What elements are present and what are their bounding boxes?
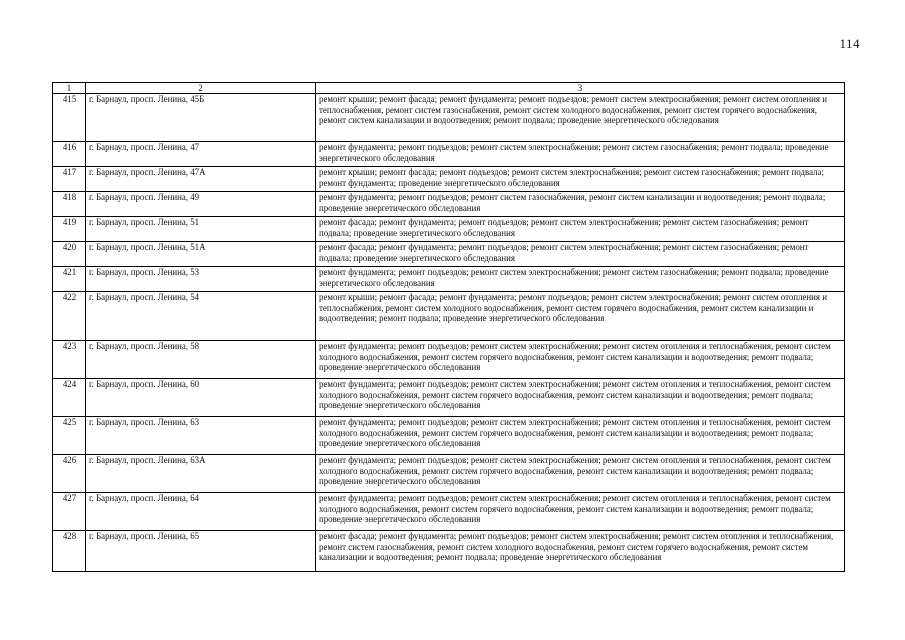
row-address: г. Барнаул, просп. Ленина, 45Б bbox=[86, 94, 316, 142]
row-works: ремонт фундамента; ремонт подъездов; ремонт систем электроснабжения; ремонт систем газоснабжения; ремонт подвала; проведение энергетического обследования bbox=[316, 142, 845, 167]
row-address: г. Барнаул, просп. Ленина, 64 bbox=[86, 493, 316, 531]
row-works: ремонт фундамента; ремонт подъездов; ремонт систем газоснабжения, ремонт систем канализации и водоотведения; ремонт подвала; проведение энергетического обследования bbox=[316, 192, 845, 217]
row-works: ремонт фундамента; ремонт подъездов; ремонт систем электроснабжения; ремонт систем отопления и теплоснабжения, ремонт систем холодного водоснабжения, ремонт систем горячего водоснабжения, ремонт систем канализации и водоотведения; ремонт подвала; проведение энергетического обследования bbox=[316, 341, 845, 379]
row-works: ремонт фундамента; ремонт подъездов; ремонт систем электроснабжения; ремонт систем отопления и теплоснабжения, ремонт систем холодного водоснабжения, ремонт систем горячего водоснабжения, ремонт систем канализации и водоотведения; ремонт подвала; проведение энергетического обследования bbox=[316, 493, 845, 531]
row-address: г. Барнаул, просп. Ленина, 51А bbox=[86, 242, 316, 267]
header-col-3: 3 bbox=[316, 83, 845, 94]
table-row bbox=[53, 267, 845, 292]
row-number: 419 bbox=[53, 217, 86, 242]
row-works: ремонт фасада; ремонт фундамента; ремонт подъездов; ремонт систем электроснабжения; ремонт систем отопления и теплоснабжения, ремонт систем газоснабжения, ремонт систем холодного водоснабжения, ремонт систем горячего водоснабжения, ремонт систем канализации и водоотведения; ремонт подвала; проведение энергетического обследования bbox=[316, 531, 845, 572]
row-works: ремонт фасада; ремонт фундамента; ремонт подъездов; ремонт систем электроснабжения; ремонт систем газоснабжения; ремонт подвала; проведение энергетического обследования bbox=[316, 242, 845, 267]
row-number: 424 bbox=[53, 379, 86, 417]
row-number: 416 bbox=[53, 142, 86, 167]
table-header bbox=[53, 83, 845, 94]
page-number: 114 bbox=[839, 36, 860, 51]
table-row bbox=[53, 217, 845, 242]
table-row bbox=[53, 192, 845, 217]
table-row bbox=[53, 292, 845, 341]
row-address: г. Барнаул, просп. Ленина, 63 bbox=[86, 417, 316, 455]
table-row bbox=[53, 455, 845, 493]
row-number: 422 bbox=[53, 292, 86, 341]
table-row bbox=[53, 531, 845, 572]
row-works: ремонт крыши; ремонт фасада; ремонт подъездов; ремонт систем электроснабжения; ремонт систем газоснабжения; ремонт подвала; ремонт фундамента; проведение энергетического обследования bbox=[316, 167, 845, 192]
row-works: ремонт фундамента; ремонт подъездов; ремонт систем электроснабжения; ремонт систем отопления и теплоснабжения, ремонт систем холодного водоснабжения, ремонт систем горячего водоснабжения, ремонт систем канализации и водоотведения; ремонт подвала; проведение энергетического обследования bbox=[316, 379, 845, 417]
row-address: г. Барнаул, просп. Ленина, 63А bbox=[86, 455, 316, 493]
row-works: ремонт фундамента; ремонт подъездов; ремонт систем электроснабжения; ремонт систем отопления и теплоснабжения, ремонт систем холодного водоснабжения, ремонт систем горячего водоснабжения, ремонт систем канализации и водоотведения; ремонт подвала; проведение энергетического обследования bbox=[316, 455, 845, 493]
row-number: 415 bbox=[53, 94, 86, 142]
table-row bbox=[53, 493, 845, 531]
row-address: г. Барнаул, просп. Ленина, 47А bbox=[86, 167, 316, 192]
row-number: 420 bbox=[53, 242, 86, 267]
row-number: 426 bbox=[53, 455, 86, 493]
table-row bbox=[53, 167, 845, 192]
table-row bbox=[53, 379, 845, 417]
table-body bbox=[53, 94, 845, 572]
row-number: 427 bbox=[53, 493, 86, 531]
row-works: ремонт крыши; ремонт фасада; ремонт фундамента; ремонт подъездов; ремонт систем электроснабжения; ремонт систем отопления и теплоснабжения, ремонт систем холодного водоснабжения, ремонт систем горячего водоснабжения, ремонт систем канализации и водоотведения; ремонт подвала; проведение энергетического обследования bbox=[316, 292, 845, 341]
row-works: ремонт фундамента; ремонт подъездов; ремонт систем электроснабжения; ремонт систем отопления и теплоснабжения, ремонт систем холодного водоснабжения, ремонт систем горячего водоснабжения, ремонт систем канализации и водоотведения; ремонт подвала; проведение энергетического обследования bbox=[316, 417, 845, 455]
row-address: г. Барнаул, просп. Ленина, 49 bbox=[86, 192, 316, 217]
row-address: г. Барнаул, просп. Ленина, 47 bbox=[86, 142, 316, 167]
row-address: г. Барнаул, просп. Ленина, 65 bbox=[86, 531, 316, 572]
row-number: 423 bbox=[53, 341, 86, 379]
row-number: 417 bbox=[53, 167, 86, 192]
table-row bbox=[53, 142, 845, 167]
table-row bbox=[53, 242, 845, 267]
table-row bbox=[53, 341, 845, 379]
row-address: г. Барнаул, просп. Ленина, 60 bbox=[86, 379, 316, 417]
header-col-2: 2 bbox=[86, 83, 316, 94]
row-address: г. Барнаул, просп. Ленина, 51 bbox=[86, 217, 316, 242]
row-works: ремонт фасада; ремонт фундамента; ремонт подъездов; ремонт систем электроснабжения; ремонт систем газоснабжения; ремонт подвала; проведение энергетического обследования bbox=[316, 217, 845, 242]
row-address: г. Барнаул, просп. Ленина, 53 bbox=[86, 267, 316, 292]
header-col-1: 1 bbox=[53, 83, 86, 94]
row-works: ремонт фундамента; ремонт подъездов; ремонт систем электроснабжения; ремонт систем газоснабжения; ремонт подвала; проведение энергетического обследования bbox=[316, 267, 845, 292]
row-address: г. Барнаул, просп. Ленина, 54 bbox=[86, 292, 316, 341]
row-address: г. Барнаул, просп. Ленина, 58 bbox=[86, 341, 316, 379]
row-number: 421 bbox=[53, 267, 86, 292]
row-number: 425 bbox=[53, 417, 86, 455]
repair-works-table bbox=[52, 82, 845, 572]
table-row bbox=[53, 94, 845, 142]
row-works: ремонт крыши; ремонт фасада; ремонт фундамента; ремонт подъездов; ремонт систем электроснабжения; ремонт систем отопления и теплоснабжения, ремонт систем газоснабжения, ремонт систем холодного водоснабжения, ремонт систем горячего водоснабжения, ремонт систем канализации и водоотведения; ремонт подвала; проведение энергетического обследования bbox=[316, 94, 845, 142]
table-header-row bbox=[53, 83, 845, 94]
row-number: 428 bbox=[53, 531, 86, 572]
table-row bbox=[53, 417, 845, 455]
row-number: 418 bbox=[53, 192, 86, 217]
